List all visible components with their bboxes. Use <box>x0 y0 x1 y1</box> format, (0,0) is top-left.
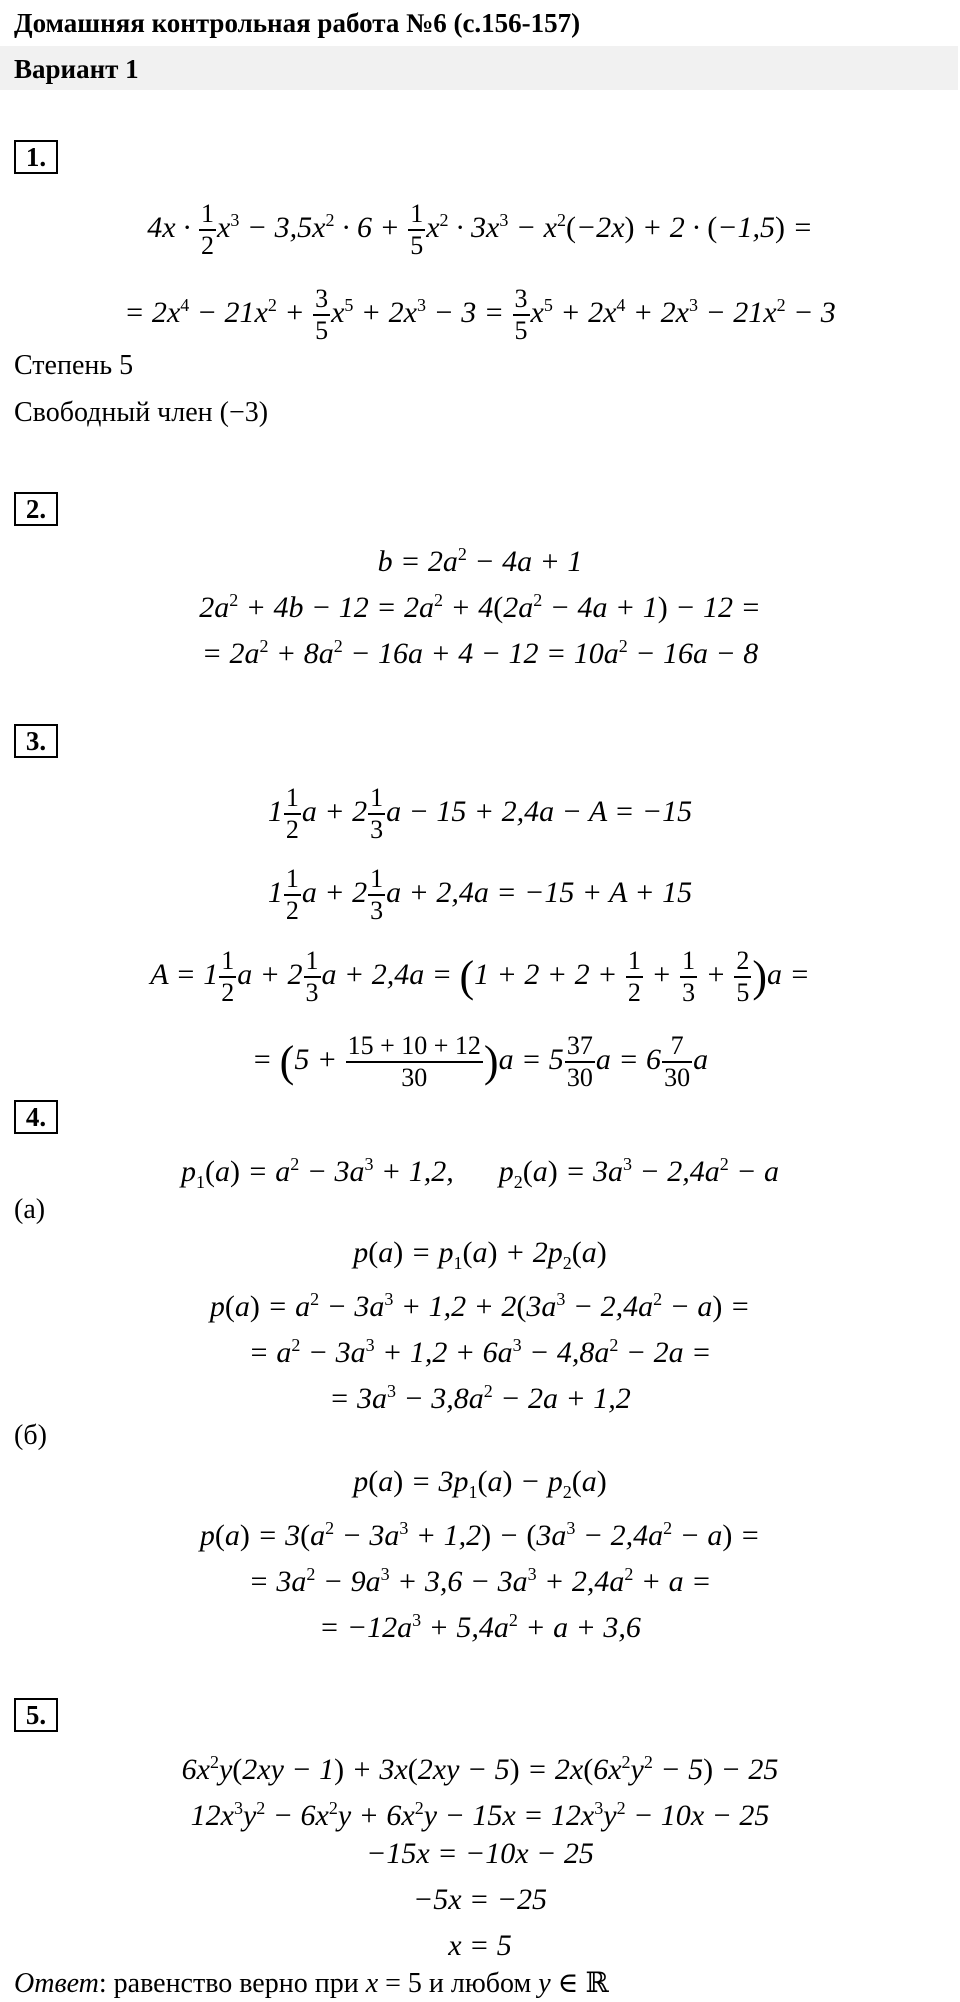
task-5-answer: Ответ: равенство верно при x = 5 и любом y ∈ ℝ <box>14 1968 609 1999</box>
task-2-number: 2. <box>14 492 58 526</box>
task-4-number: 4. <box>14 1100 58 1134</box>
task-1-free-term: Свободный член (−3) <box>14 397 269 428</box>
task-5-line-5: x = 5 <box>448 1929 512 1962</box>
task-1-eq-line-1: 4x · $\frac{1}{2}$ $x^3 - 3,5x^2 \cdot 6$ + $\frac{1}{5}$ $x^2 \cdot 3x^3 - x^2(-2x) + 2 \cdot (-1,5)$ = <box>147 199 813 261</box>
task-4-given: $p_1(a) = a^2 - 3a^3 + 1,2$, $p_2(a) = 3a^3 - 2,4a^2 - a$ <box>181 1154 779 1192</box>
answer-text: : равенство верно при <box>98 1968 366 1999</box>
task-3-eq-line-3: A = 1 $\frac{1}{2}$ a + 2 $\frac{1}{3}$ a + 2,4a = (1 + 2 + 2 + $\frac{1}{2}$ + $\frac{1}{3}$ + $\frac{2}{5}$ )a = <box>150 946 810 1007</box>
task-5-line-1: $6x^2y(2xy - 1) + 3x(2xy - 5) = 2x(6x^2y^2 - 5) - 25$ <box>181 1752 779 1786</box>
variant-label: Вариант 1 <box>14 54 139 84</box>
task-1-number: 1. <box>14 140 58 174</box>
task-3-eq-line-2: 1 $\frac{1}{2}$ a + 2 $\frac{1}{3}$ a + 2,4a = −15 + A + 15 <box>267 864 693 925</box>
task-3-eq-line-4: = (5 + $\frac{15 + 10 + 12}{30}$ )a = 5 $\frac{37}{30}$ a = 6 $\frac{7}{30}$ a <box>251 1031 709 1092</box>
task-1-degree: Степень 5 <box>14 350 134 381</box>
task-2-eq-line-2: $2a^2 + 4b - 12 = 2a^2 + 4(2a^2 - 4a + 1) - 12$ = <box>199 590 761 624</box>
task-4b-line-1: $p(a) = 3p_1(a) - p_2(a)$ <box>353 1465 607 1502</box>
page-title: Домашняя контрольная работа №6 (с.156-157) <box>14 8 581 38</box>
task-2-eq-line-1: $b = 2a^2 - 4a + 1$ <box>377 544 583 578</box>
task-4a-line-1: $p(a) = p_1(a) + 2p_2(a)$ <box>353 1236 607 1273</box>
task-4a-line-2: $p(a) = a^2 - 3a^3 + 1,2 + 2(3a^3 - 2,4a^2 - a)$ = <box>209 1289 751 1323</box>
task-2-eq-line-3: = $2a^2 + 8a^2 - 16a + 4 - 12 = 10a^2 - 16a - 8$ <box>201 636 759 670</box>
task-3-eq-line-1: 1 $\frac{1}{2}$ a + 2 $\frac{1}{3}$ a − 15 + 2,4a − A = −15 <box>267 783 693 844</box>
task-4a-line-4: = $3a^3 - 3,8a^2 - 2a + 1,2$ <box>329 1381 631 1415</box>
task-4-part-a-label: (а) <box>14 1194 46 1225</box>
task-3-number: 3. <box>14 724 58 758</box>
variant-bar <box>0 46 958 90</box>
task-4b-line-2: $p(a) = 3(a^2 - 3a^3 + 1,2) - (3a^3 - 2,4a^2 - a)$ = <box>199 1518 761 1552</box>
task-5-line-2: $12x^3y^2 - 6x^2y + 6x^2y - 15x = 12x^3y^2 - 10x - 25$ <box>190 1798 770 1832</box>
task-4b-line-3: = $3a^2 - 9a^3 + 3,6 - 3a^3 + 2,4a^2 + a$ = <box>248 1564 712 1598</box>
task-4b-line-4: = $-12a^3 + 5,4a^2 + a + 3,6$ <box>319 1610 641 1644</box>
task-5-number: 5. <box>14 1698 58 1732</box>
task-5-line-3: −15x = −10x − 25 <box>366 1837 594 1870</box>
answer-label: Ответ <box>14 1968 99 1999</box>
task-4-part-b-label: (б) <box>14 1420 47 1451</box>
task-4a-line-3: = $a^2 - 3a^3 + 1,2 + 6a^3 - 4,8a^2 - 2a$ = <box>248 1335 712 1369</box>
task-1-eq-line-2: = $2x^4 - 21x^2$ + $\frac{3}{5}$ $x^5 + 2x^3 - 3$ = $\frac{3}{5}$ $x^5 + 2x^4 + 2x^3 - 21x^2 - 3$ <box>124 284 836 346</box>
task-5-line-4: −5x = −25 <box>412 1883 548 1916</box>
